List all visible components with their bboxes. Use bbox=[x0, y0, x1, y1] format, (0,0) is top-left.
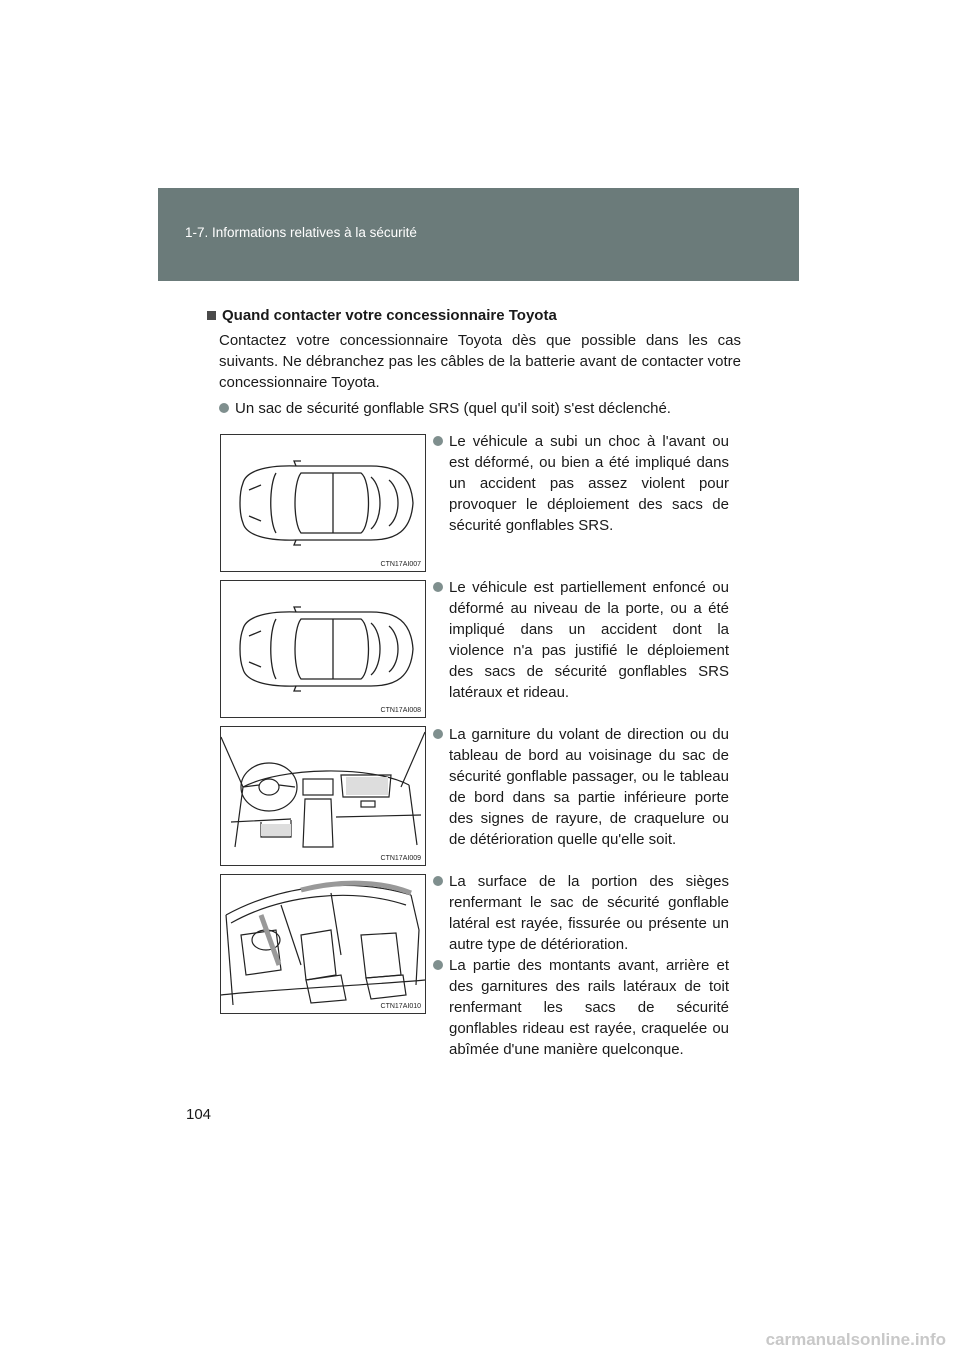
bullet-item bbox=[433, 955, 729, 1060]
bullet-text: Le véhicule est partiellement enfoncé ou déformé au niveau de la porte, ou a été impliqué dans un accident dont la violence n'a pas justifié le déploiement des sacs de sécurité gonflables SRS latéraux et rideau. bbox=[449, 579, 729, 701]
bullet-item bbox=[433, 577, 729, 703]
bullet-icon bbox=[433, 876, 443, 886]
figure-caption: CTN17AI007 bbox=[380, 561, 421, 568]
bullet-icon bbox=[433, 436, 443, 446]
bullet-text: La partie des montants avant, arrière et des garnitures des rails latéraux de toit renfermant les sacs de sécurité gonflables rideau est rayée, craquelée ou abîmée d'une manière quelconque. bbox=[449, 957, 729, 1058]
figure-car-top-view-front bbox=[220, 434, 426, 572]
page-number: 104 bbox=[186, 1106, 212, 1123]
bullet-text: La surface de la portion des sièges renfermant le sac de sécurité gonflable latéral est rayée, fissurée ou présente un autre type de détérioration. bbox=[449, 873, 729, 953]
section-heading bbox=[207, 307, 557, 324]
figure-dashboard bbox=[220, 726, 426, 866]
figure-caption: CTN17AI008 bbox=[380, 707, 421, 714]
bullet-text: Un sac de sécurité gonflable SRS (quel qu'il soit) s'est déclenché. bbox=[235, 400, 671, 417]
bullet-icon bbox=[433, 582, 443, 592]
car-interior-illustration bbox=[221, 875, 425, 1013]
bullet-icon bbox=[219, 403, 229, 413]
bullet-item bbox=[219, 398, 749, 419]
dashboard-illustration bbox=[221, 727, 425, 865]
bullet-icon bbox=[433, 960, 443, 970]
car-top-view-illustration bbox=[221, 581, 425, 717]
bullet-item bbox=[433, 871, 729, 955]
intro-paragraph: Contactez votre concessionnaire Toyota dès que possible dans les cas suivants. Ne débranchez pas les câbles de la batterie avant de contacter votre concessionnaire Toyota. bbox=[219, 332, 741, 391]
figure-caption: CTN17AI009 bbox=[380, 855, 421, 862]
figure-interior-seats bbox=[220, 874, 426, 1014]
bullet-text: La garniture du volant de direction ou du tableau de bord au voisinage du sac de sécurité gonflable passager, ou le tableau de bord dans sa partie inférieure porte des signes de rayure, de craquelure ou de détérioration quelle qu'elle soit. bbox=[449, 726, 729, 848]
figure-car-top-view-side bbox=[220, 580, 426, 718]
watermark: carmanualsonline.info bbox=[765, 1330, 946, 1349]
bullet-item bbox=[433, 431, 729, 536]
square-bullet-icon bbox=[207, 311, 216, 320]
bullet-item bbox=[433, 724, 729, 850]
figure-caption: CTN17AI010 bbox=[380, 1003, 421, 1010]
chapter-header bbox=[158, 188, 799, 281]
section-heading-text: Quand contacter votre concessionnaire Toyota bbox=[222, 307, 557, 324]
car-top-view-illustration bbox=[221, 435, 425, 571]
bullet-text: Le véhicule a subi un choc à l'avant ou est déformé, ou bien a été impliqué dans un accident pas assez violent pour provoquer le déploiement des sacs de sécurité gonflables SRS. bbox=[449, 433, 729, 534]
bullet-icon bbox=[433, 729, 443, 739]
chapter-title: 1-7. Informations relatives à la sécurité bbox=[185, 225, 417, 240]
